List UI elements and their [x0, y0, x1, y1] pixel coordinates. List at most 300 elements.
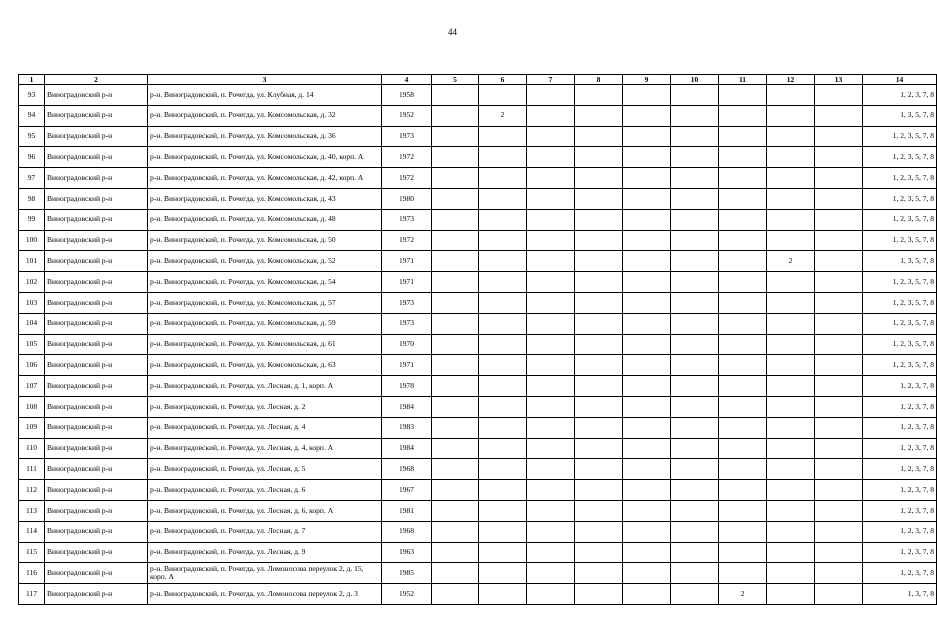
col11-cell — [719, 355, 767, 376]
col14-cell: 1, 2, 3, 7, 8 — [863, 563, 937, 584]
row-number-cell: 93 — [19, 85, 45, 106]
col9-cell — [623, 417, 671, 438]
table-header — [19, 75, 937, 85]
col6-cell — [479, 292, 527, 313]
col7-cell — [527, 168, 575, 189]
col9-cell — [623, 313, 671, 334]
row-number-cell: 116 — [19, 563, 45, 584]
col9-cell — [623, 230, 671, 251]
district-cell: Виноградовский р-н — [45, 459, 148, 480]
col9-cell — [623, 480, 671, 501]
table-row — [19, 521, 937, 542]
col9-cell — [623, 188, 671, 209]
col6-cell — [479, 209, 527, 230]
col7-cell — [527, 438, 575, 459]
col6-cell: 2 — [479, 105, 527, 126]
col10-cell — [671, 376, 719, 397]
table-body — [19, 85, 937, 605]
col8-cell — [575, 563, 623, 584]
col11-cell — [719, 251, 767, 272]
district-cell: Виноградовский р-н — [45, 147, 148, 168]
table-row — [19, 251, 937, 272]
col10-cell — [671, 521, 719, 542]
address-cell: р-н. Виноградовский, п. Рочегда, ул. Комсомольская, д. 43 — [148, 188, 382, 209]
row-number-cell: 106 — [19, 355, 45, 376]
year-cell: 1958 — [382, 85, 432, 106]
header-cell-10: 10 — [671, 75, 719, 85]
table-row — [19, 230, 937, 251]
col13-cell — [815, 376, 863, 397]
col12-cell — [767, 126, 815, 147]
address-cell: р-н. Виноградовский, п. Рочегда, ул. Лесная, д. 9 — [148, 542, 382, 563]
col5-cell — [432, 542, 479, 563]
year-cell: 1952 — [382, 105, 432, 126]
col6-cell — [479, 85, 527, 106]
col5-cell — [432, 251, 479, 272]
header-cell-12: 12 — [767, 75, 815, 85]
address-cell: р-н. Виноградовский, п. Рочегда, ул. Комсомольская, д. 42, корп. А — [148, 168, 382, 189]
district-cell: Виноградовский р-н — [45, 396, 148, 417]
col5-cell — [432, 438, 479, 459]
col8-cell — [575, 521, 623, 542]
address-cell: р-н. Виноградовский, п. Рочегда, ул. Комсомольская, д. 61 — [148, 334, 382, 355]
col9-cell — [623, 292, 671, 313]
year-cell: 1973 — [382, 209, 432, 230]
col13-cell — [815, 126, 863, 147]
col5-cell — [432, 230, 479, 251]
col13-cell — [815, 417, 863, 438]
header-cell-11: 11 — [719, 75, 767, 85]
table-row — [19, 313, 937, 334]
col11-cell — [719, 168, 767, 189]
col12-cell — [767, 168, 815, 189]
col13-cell — [815, 563, 863, 584]
col12-cell — [767, 230, 815, 251]
col14-cell: 1, 3, 7, 8 — [863, 584, 937, 605]
table-row — [19, 500, 937, 521]
col6-cell — [479, 480, 527, 501]
col14-cell: 1, 2, 3, 7, 8 — [863, 480, 937, 501]
col7-cell — [527, 230, 575, 251]
col5-cell — [432, 85, 479, 106]
col5-cell — [432, 313, 479, 334]
col7-cell — [527, 85, 575, 106]
address-cell: р-н. Виноградовский, п. Рочегда, ул. Комсомольская, д. 50 — [148, 230, 382, 251]
col12-cell: 2 — [767, 251, 815, 272]
col12-cell — [767, 209, 815, 230]
row-number-cell: 97 — [19, 168, 45, 189]
table-row — [19, 584, 937, 605]
address-cell: р-н. Виноградовский, п. Рочегда, ул. Клубная, д. 14 — [148, 85, 382, 106]
col12-cell — [767, 480, 815, 501]
col6-cell — [479, 500, 527, 521]
col5-cell — [432, 147, 479, 168]
year-cell: 1984 — [382, 438, 432, 459]
col13-cell — [815, 147, 863, 168]
table-row — [19, 85, 937, 106]
col11-cell — [719, 188, 767, 209]
col13-cell — [815, 521, 863, 542]
col8-cell — [575, 584, 623, 605]
col8-cell — [575, 417, 623, 438]
address-cell: р-н. Виноградовский, п. Рочегда, ул. Лесная, д. 7 — [148, 521, 382, 542]
col10-cell — [671, 355, 719, 376]
col9-cell — [623, 168, 671, 189]
col14-cell: 1, 2, 3, 7, 8 — [863, 417, 937, 438]
col5-cell — [432, 376, 479, 397]
col9-cell — [623, 355, 671, 376]
address-cell: р-н. Виноградовский, п. Рочегда, ул. Комсомольская, д. 36 — [148, 126, 382, 147]
col12-cell — [767, 376, 815, 397]
col9-cell — [623, 438, 671, 459]
col14-cell: 1, 2, 3, 5, 7, 8 — [863, 355, 937, 376]
header-cell-13: 13 — [815, 75, 863, 85]
col12-cell — [767, 459, 815, 480]
col14-cell: 1, 2, 3, 5, 7, 8 — [863, 126, 937, 147]
col8-cell — [575, 480, 623, 501]
district-cell: Виноградовский р-н — [45, 542, 148, 563]
address-cell: р-н. Виноградовский, п. Рочегда, ул. Лесная, д. 4 — [148, 417, 382, 438]
address-cell: р-н. Виноградовский, п. Рочегда, ул. Лесная, д. 6 — [148, 480, 382, 501]
col13-cell — [815, 251, 863, 272]
col9-cell — [623, 85, 671, 106]
col10-cell — [671, 417, 719, 438]
col14-cell: 1, 2, 3, 5, 7, 8 — [863, 313, 937, 334]
col9-cell — [623, 147, 671, 168]
col5-cell — [432, 126, 479, 147]
year-cell: 1963 — [382, 542, 432, 563]
col13-cell — [815, 334, 863, 355]
col12-cell — [767, 563, 815, 584]
col6-cell — [479, 230, 527, 251]
col7-cell — [527, 147, 575, 168]
table-row — [19, 459, 937, 480]
address-cell: р-н. Виноградовский, п. Рочегда, ул. Комсомольская, д. 57 — [148, 292, 382, 313]
col5-cell — [432, 417, 479, 438]
col13-cell — [815, 396, 863, 417]
year-cell: 1968 — [382, 459, 432, 480]
col6-cell — [479, 521, 527, 542]
col8-cell — [575, 272, 623, 293]
col7-cell — [527, 334, 575, 355]
address-cell: р-н. Виноградовский, п. Рочегда, ул. Комсомольская, д. 54 — [148, 272, 382, 293]
col7-cell — [527, 500, 575, 521]
year-cell: 1972 — [382, 230, 432, 251]
year-cell: 1971 — [382, 251, 432, 272]
col7-cell — [527, 251, 575, 272]
row-number-cell: 107 — [19, 376, 45, 397]
col10-cell — [671, 438, 719, 459]
year-cell: 1985 — [382, 563, 432, 584]
table-row — [19, 396, 937, 417]
col5-cell — [432, 188, 479, 209]
col11-cell — [719, 147, 767, 168]
col11-cell — [719, 438, 767, 459]
col11-cell — [719, 292, 767, 313]
col10-cell — [671, 168, 719, 189]
col12-cell — [767, 272, 815, 293]
col12-cell — [767, 105, 815, 126]
col11-cell — [719, 396, 767, 417]
header-cell-4: 4 — [382, 75, 432, 85]
col14-cell: 1, 2, 3, 5, 7, 8 — [863, 168, 937, 189]
col12-cell — [767, 438, 815, 459]
housing-registry-table — [18, 74, 937, 605]
col8-cell — [575, 459, 623, 480]
year-cell: 1973 — [382, 313, 432, 334]
col9-cell — [623, 126, 671, 147]
col9-cell — [623, 521, 671, 542]
col6-cell — [479, 147, 527, 168]
col6-cell — [479, 584, 527, 605]
col9-cell — [623, 105, 671, 126]
col13-cell — [815, 438, 863, 459]
col11-cell — [719, 105, 767, 126]
col14-cell: 1, 2, 3, 7, 8 — [863, 376, 937, 397]
col9-cell — [623, 584, 671, 605]
col11-cell — [719, 334, 767, 355]
col14-cell: 1, 2, 3, 7, 8 — [863, 500, 937, 521]
col6-cell — [479, 376, 527, 397]
col9-cell — [623, 396, 671, 417]
table-row — [19, 563, 937, 584]
col10-cell — [671, 396, 719, 417]
header-cell-9: 9 — [623, 75, 671, 85]
district-cell: Виноградовский р-н — [45, 376, 148, 397]
district-cell: Виноградовский р-н — [45, 168, 148, 189]
table-row — [19, 126, 937, 147]
col7-cell — [527, 417, 575, 438]
col8-cell — [575, 334, 623, 355]
col6-cell — [479, 417, 527, 438]
col8-cell — [575, 85, 623, 106]
row-number-cell: 112 — [19, 480, 45, 501]
col11-cell — [719, 85, 767, 106]
table-row — [19, 480, 937, 501]
col12-cell — [767, 355, 815, 376]
col13-cell — [815, 459, 863, 480]
year-cell: 1971 — [382, 355, 432, 376]
col14-cell: 1, 2, 3, 7, 8 — [863, 521, 937, 542]
col7-cell — [527, 105, 575, 126]
col7-cell — [527, 272, 575, 293]
header-row — [19, 75, 937, 85]
year-cell: 1973 — [382, 126, 432, 147]
address-cell: р-н. Виноградовский, п. Рочегда, ул. Комсомольская, д. 52 — [148, 251, 382, 272]
year-cell: 1978 — [382, 376, 432, 397]
address-cell: р-н. Виноградовский, п. Рочегда, ул. Лесная, д. 6, корп. А — [148, 500, 382, 521]
col5-cell — [432, 500, 479, 521]
page-number: 44 — [448, 27, 457, 37]
col12-cell — [767, 500, 815, 521]
row-number-cell: 109 — [19, 417, 45, 438]
col12-cell — [767, 521, 815, 542]
address-cell: р-н. Виноградовский, п. Рочегда, ул. Комсомольская, д. 32 — [148, 105, 382, 126]
col12-cell — [767, 417, 815, 438]
district-cell: Виноградовский р-н — [45, 334, 148, 355]
col7-cell — [527, 521, 575, 542]
col9-cell — [623, 376, 671, 397]
col5-cell — [432, 209, 479, 230]
col5-cell — [432, 355, 479, 376]
col8-cell — [575, 292, 623, 313]
col11-cell — [719, 480, 767, 501]
table-row — [19, 334, 937, 355]
col14-cell: 1, 2, 3, 5, 7, 8 — [863, 334, 937, 355]
year-cell: 1983 — [382, 417, 432, 438]
col12-cell — [767, 542, 815, 563]
row-number-cell: 96 — [19, 147, 45, 168]
table-row — [19, 376, 937, 397]
district-cell: Виноградовский р-н — [45, 480, 148, 501]
year-cell: 1952 — [382, 584, 432, 605]
col10-cell — [671, 209, 719, 230]
col7-cell — [527, 376, 575, 397]
col12-cell — [767, 147, 815, 168]
col9-cell — [623, 563, 671, 584]
district-cell: Виноградовский р-н — [45, 85, 148, 106]
address-cell: р-н. Виноградовский, п. Рочегда, ул. Ломоносова переулок 2, д. 3 — [148, 584, 382, 605]
col13-cell — [815, 584, 863, 605]
col14-cell: 1, 2, 3, 7, 8 — [863, 542, 937, 563]
col14-cell: 1, 2, 3, 7, 8 — [863, 438, 937, 459]
year-cell: 1971 — [382, 272, 432, 293]
table-row — [19, 355, 937, 376]
address-cell: р-н. Виноградовский, п. Рочегда, ул. Лесная, д. 5 — [148, 459, 382, 480]
year-cell: 1973 — [382, 292, 432, 313]
row-number-cell: 103 — [19, 292, 45, 313]
district-cell: Виноградовский р-н — [45, 251, 148, 272]
col8-cell — [575, 438, 623, 459]
district-cell: Виноградовский р-н — [45, 563, 148, 584]
col10-cell — [671, 251, 719, 272]
col10-cell — [671, 188, 719, 209]
header-cell-5: 5 — [432, 75, 479, 85]
col10-cell — [671, 272, 719, 293]
col12-cell — [767, 334, 815, 355]
col12-cell — [767, 85, 815, 106]
col11-cell: 2 — [719, 584, 767, 605]
col7-cell — [527, 480, 575, 501]
col13-cell — [815, 355, 863, 376]
col13-cell — [815, 105, 863, 126]
col6-cell — [479, 542, 527, 563]
col7-cell — [527, 563, 575, 584]
district-cell: Виноградовский р-н — [45, 521, 148, 542]
col8-cell — [575, 355, 623, 376]
col9-cell — [623, 500, 671, 521]
col13-cell — [815, 542, 863, 563]
col14-cell: 1, 2, 3, 7, 8 — [863, 396, 937, 417]
row-number-cell: 108 — [19, 396, 45, 417]
col5-cell — [432, 334, 479, 355]
col6-cell — [479, 126, 527, 147]
col14-cell: 1, 2, 3, 7, 8 — [863, 85, 937, 106]
col8-cell — [575, 209, 623, 230]
district-cell: Виноградовский р-н — [45, 438, 148, 459]
table-row — [19, 417, 937, 438]
col7-cell — [527, 584, 575, 605]
col10-cell — [671, 85, 719, 106]
row-number-cell: 95 — [19, 126, 45, 147]
row-number-cell: 114 — [19, 521, 45, 542]
col6-cell — [479, 459, 527, 480]
col11-cell — [719, 500, 767, 521]
col13-cell — [815, 500, 863, 521]
col9-cell — [623, 459, 671, 480]
col10-cell — [671, 563, 719, 584]
col8-cell — [575, 147, 623, 168]
district-cell: Виноградовский р-н — [45, 230, 148, 251]
col7-cell — [527, 126, 575, 147]
col8-cell — [575, 230, 623, 251]
row-number-cell: 105 — [19, 334, 45, 355]
district-cell: Виноградовский р-н — [45, 105, 148, 126]
col7-cell — [527, 459, 575, 480]
col6-cell — [479, 168, 527, 189]
col8-cell — [575, 251, 623, 272]
year-cell: 1972 — [382, 168, 432, 189]
col6-cell — [479, 334, 527, 355]
header-cell-1: 1 — [19, 75, 45, 85]
col10-cell — [671, 334, 719, 355]
row-number-cell: 94 — [19, 105, 45, 126]
col10-cell — [671, 292, 719, 313]
col13-cell — [815, 292, 863, 313]
address-cell: р-н. Виноградовский, п. Рочегда, ул. Комсомольская, д. 59 — [148, 313, 382, 334]
col10-cell — [671, 480, 719, 501]
table-row — [19, 168, 937, 189]
header-cell-6: 6 — [479, 75, 527, 85]
district-cell: Виноградовский р-н — [45, 292, 148, 313]
col8-cell — [575, 188, 623, 209]
col11-cell — [719, 542, 767, 563]
header-cell-3: 3 — [148, 75, 382, 85]
row-number-cell: 117 — [19, 584, 45, 605]
col10-cell — [671, 105, 719, 126]
col5-cell — [432, 563, 479, 584]
col5-cell — [432, 396, 479, 417]
col11-cell — [719, 230, 767, 251]
col7-cell — [527, 355, 575, 376]
address-cell: р-н. Виноградовский, п. Рочегда, ул. Комсомольская, д. 40, корп. А — [148, 147, 382, 168]
col5-cell — [432, 272, 479, 293]
col8-cell — [575, 168, 623, 189]
district-cell: Виноградовский р-н — [45, 500, 148, 521]
table-row — [19, 105, 937, 126]
col8-cell — [575, 126, 623, 147]
col11-cell — [719, 376, 767, 397]
col13-cell — [815, 209, 863, 230]
col6-cell — [479, 355, 527, 376]
row-number-cell: 101 — [19, 251, 45, 272]
address-cell: р-н. Виноградовский, п. Рочегда, ул. Комсомольская, д. 48 — [148, 209, 382, 230]
col13-cell — [815, 230, 863, 251]
row-number-cell: 111 — [19, 459, 45, 480]
col5-cell — [432, 168, 479, 189]
col5-cell — [432, 584, 479, 605]
col14-cell: 1, 2, 3, 5, 7, 8 — [863, 292, 937, 313]
col13-cell — [815, 168, 863, 189]
col6-cell — [479, 563, 527, 584]
row-number-cell: 99 — [19, 209, 45, 230]
col10-cell — [671, 584, 719, 605]
col13-cell — [815, 480, 863, 501]
col11-cell — [719, 313, 767, 334]
district-cell: Виноградовский р-н — [45, 355, 148, 376]
year-cell: 1967 — [382, 480, 432, 501]
header-cell-8: 8 — [575, 75, 623, 85]
